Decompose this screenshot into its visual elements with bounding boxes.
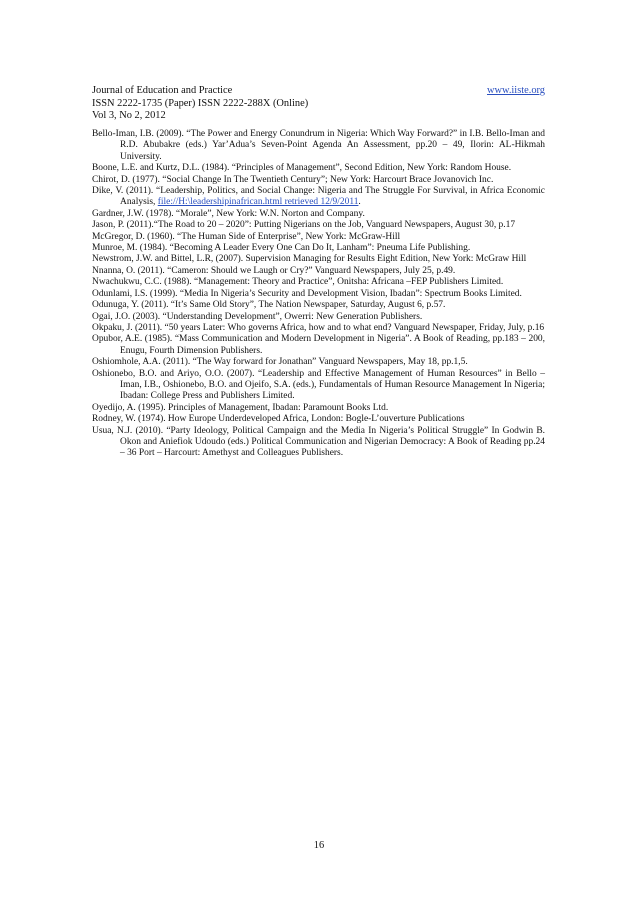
reference-entry: [92, 369, 545, 403]
reference-text: Newstrom, J.W. and Bittel, L.R, (2007). Supervision Managing for Results Eight Edition, New York: McGraw Hill: [92, 254, 527, 265]
reference-text: Chirot, D. (1977). “Social Change In The Twentieth Century”; New York: Harcourt Brace Jovanovich Inc.: [92, 174, 494, 185]
reference-text: Oyedijo, A. (1995). Principles of Management, Ibadan: Paramount Books Ltd.: [92, 402, 389, 413]
reference-text: Rodney, W. (1974). How Europe Underdeveloped Africa, London: Bogle-L’ouverture Publications: [92, 414, 465, 425]
reference-entry: [92, 186, 545, 209]
reference-text: Bello-Iman, I.B. (2009). “The Power and Energy Conundrum in Nigeria: Which Way Forward?” in I.B. Bello-Iman and R.D. Abubakre (eds.) Yar’Adua’s Seven-Point Agenda An Assessment, pp.20 – 49, Ilorin: AL-Hikmah University.: [92, 129, 545, 162]
reference-text: Jason, P. (2011).“The Road to 20 – 2020”: Putting Nigerians on the Job, Vanguard Newspapers, August 30, p.17: [92, 220, 516, 231]
reference-text: Odunuga, Y. (2011). “It’s Same Old Story”, The Nation Newspaper, Saturday, August 6, p.57.: [92, 300, 446, 311]
reference-text: Nnanna, O. (2011). “Cameron: Should we Laugh or Cry?” Vanguard Newspapers, July 25, p.49.: [92, 265, 456, 276]
journal-header: [92, 85, 545, 123]
reference-text: Ogai, J.O. (2003). “Understanding Development”, Owerri: New Generation Publishers.: [92, 311, 423, 322]
reference-text: Nwachukwu, C.C. (1988). “Management: Theory and Practice”, Onitsha: Africana –FEP Publishers Limited.: [92, 277, 504, 288]
reference-entry: [92, 312, 545, 323]
reference-text: Boone, L.E. and Kurtz, D.L. (1984). “Principles of Management”, Second Edition, New York: Random House.: [92, 163, 512, 174]
reference-text: Munroe, M. (1984). “Becoming A Leader Every One Can Do It, Lanham”: Pneuma Life Publishing.: [92, 243, 471, 254]
reference-text: Oshionebo, B.O. and Ariyo, O.O. (2007). “Leadership and Effective Management of Human Resources” in Bello – Iman, I.B., Oshionebo, B.O. and Ojeifo, S.A. (eds.), Fundamentals of Human Resource Management In Nigeria; Ibadan: College Press and Publishers Limited.: [92, 368, 545, 402]
reference-entry: [92, 403, 545, 414]
issn-line: ISSN 2222-1735 (Paper) ISSN 2222-288X (Online): [92, 97, 309, 109]
reference-entry: [92, 163, 545, 174]
reference-text: Usua, N.J. (2010). “Party Ideology, Political Campaign and the Media In Nigeria’s Political Struggle” In Godwin B. Okon and Aniefiok Udoudo (eds.) Political Communication and Nigerian Democracy: A Book of Reading pp.24 – 36 Port – Harcourt: Amethyst and Colleagues Publishers.: [92, 425, 545, 459]
reference-text: Dike, V. (2011). “Leadership, Politics, and Social Change: Nigeria and The Struggle For Survival, in Africa Economic Analysis,: [92, 186, 545, 208]
reference-entry: [92, 323, 545, 334]
reference-text: Gardner, J.W. (1978). “Morale”, New York: W.N. Norton and Company.: [92, 208, 365, 219]
reference-entry: [92, 334, 545, 357]
reference-link[interactable]: file://H:\leadershipinafrican.html retrieved 12/9/2011: [157, 197, 359, 208]
reference-entry: [92, 266, 545, 277]
reference-text: Okpaku, J. (2011). “50 years Later: Who governs Africa, how and to what end? Vanguard Newspaper, Friday, July, p.16: [92, 322, 545, 333]
reference-entry: [92, 254, 545, 265]
header-row: [92, 85, 545, 98]
reference-entry: [92, 357, 545, 368]
reference-text: Odunlami, I.S. (1999). “Media In Nigeria’s Security and Development Vision, Ibadan”: Spectrum Books Limited.: [92, 288, 522, 299]
reference-text: McGregor, D. (1960). “The Human Side of Enterprise”, New York: McGraw-Hill: [92, 231, 401, 242]
volume-line: Vol 3, No 2, 2012: [92, 110, 166, 122]
reference-entry: [92, 220, 545, 231]
reference-entry: [92, 414, 545, 425]
reference-entry: [92, 243, 545, 254]
reference-entry: [92, 289, 545, 300]
reference-list: [92, 129, 545, 460]
reference-entry: [92, 129, 545, 163]
reference-entry: [92, 209, 545, 220]
journal-title: Journal of Education and Practice: [92, 85, 233, 96]
reference-text: Oshiomhole, A.A. (2011). “The Way forward for Jonathan” Vanguard Newspapers, May 18, pp.1,5.: [92, 357, 468, 368]
reference-text: Opubor, A.E. (1985). “Mass Communication and Modern Development in Nigeria”. A Book of Reading, pp.183 – 200, Enugu, Fourth Dimension Publishers.: [92, 334, 545, 356]
page-number: 16: [313, 840, 325, 851]
reference-entry: [92, 300, 545, 311]
reference-entry: [92, 277, 545, 288]
reference-entry: [92, 175, 545, 186]
reference-entry: [92, 426, 545, 460]
reference-text-end: .: [358, 197, 361, 208]
reference-entry: [92, 232, 545, 243]
journal-website-link[interactable]: www.iiste.org: [486, 85, 545, 96]
